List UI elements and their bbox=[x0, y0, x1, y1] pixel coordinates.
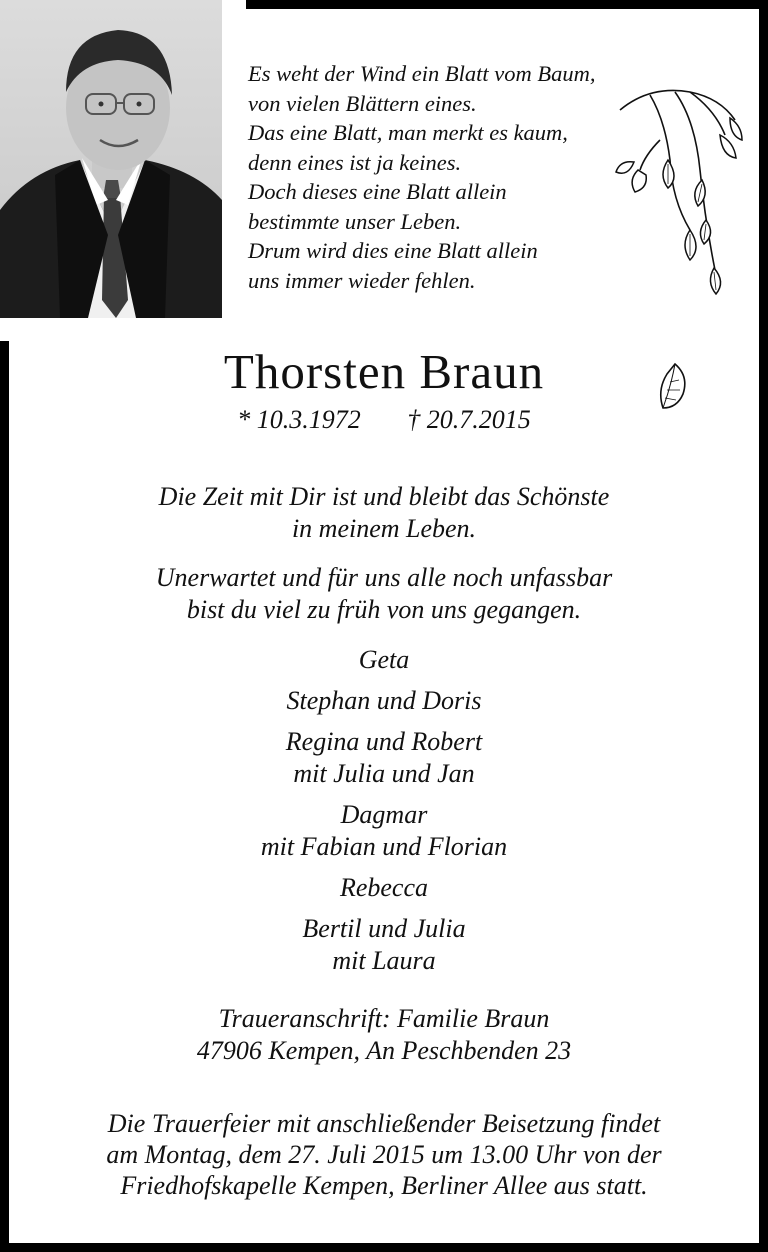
mourner-stephan-doris bbox=[0, 685, 768, 717]
message bbox=[0, 562, 768, 626]
mourner-dagmar bbox=[0, 799, 768, 863]
message-line: Unerwartet und für uns alle noch unfassbar bbox=[155, 563, 613, 592]
mourner-line: Bertil und Julia bbox=[302, 914, 466, 943]
address-line: 47906 Kempen, An Peschbenden 23 bbox=[196, 1036, 572, 1065]
poem-line: bestimmte unser Leben. bbox=[248, 208, 462, 234]
mourner-line: Dagmar bbox=[340, 800, 428, 829]
mourning-address bbox=[0, 1003, 768, 1067]
quote bbox=[0, 481, 768, 545]
mourner-line: mit Laura bbox=[332, 946, 436, 975]
mourner-line: Rebecca bbox=[339, 873, 429, 902]
deceased-name: Thorsten Braun bbox=[223, 344, 545, 399]
quote-line: in meinem Leben. bbox=[291, 514, 477, 543]
poem-line: uns immer wieder fehlen. bbox=[248, 267, 476, 293]
mourner-line: mit Julia und Jan bbox=[293, 759, 475, 788]
poem-line: Drum wird dies eine Blatt allein bbox=[248, 238, 538, 263]
mourner-line: mit Fabian und Florian bbox=[260, 832, 508, 861]
ceremony-line: Die Trauerfeier mit anschließender Beisetzung findet bbox=[107, 1109, 661, 1138]
ceremony-line: am Montag, dem 27. Juli 2015 um 13.00 Uhr von der bbox=[106, 1140, 662, 1169]
mourner-line: Geta bbox=[358, 645, 410, 674]
ceremony-line: Friedhofskapelle Kempen, Berliner Allee aus statt. bbox=[120, 1171, 648, 1200]
poem-line: Das eine Blatt, man merkt es kaum, bbox=[248, 120, 568, 145]
birch-branch-icon bbox=[610, 80, 750, 300]
poem-line: Doch dieses eine Blatt allein bbox=[248, 179, 507, 204]
mourner-line: Regina und Robert bbox=[285, 727, 483, 756]
death-date: † 20.7.2015 bbox=[407, 405, 531, 434]
mourner-rebecca bbox=[0, 872, 768, 904]
message-line: bist du viel zu früh von uns gegangen. bbox=[186, 595, 582, 624]
birth-date: * 10.3.1972 bbox=[237, 405, 361, 434]
frame-bottom-border bbox=[0, 1243, 768, 1252]
mourner-geta bbox=[0, 644, 768, 676]
address-line: Traueranschrift: Familie Braun bbox=[218, 1004, 550, 1033]
portrait-photo bbox=[0, 0, 222, 318]
life-dates bbox=[0, 405, 768, 435]
poem-line: von vielen Blättern eines. bbox=[248, 90, 477, 116]
poem-line: denn eines ist ja keines. bbox=[248, 149, 462, 175]
ceremony-notice bbox=[0, 1108, 768, 1201]
frame-top-border bbox=[246, 0, 768, 9]
mourner-bertil-julia bbox=[0, 913, 768, 977]
mourner-line: Stephan und Doris bbox=[286, 686, 482, 715]
poem bbox=[248, 59, 668, 295]
mourner-regina-robert bbox=[0, 726, 768, 790]
poem-line: Es weht der Wind ein Blatt vom Baum, bbox=[248, 61, 596, 86]
quote-line: Die Zeit mit Dir ist und bleibt das Schönste bbox=[158, 482, 610, 511]
